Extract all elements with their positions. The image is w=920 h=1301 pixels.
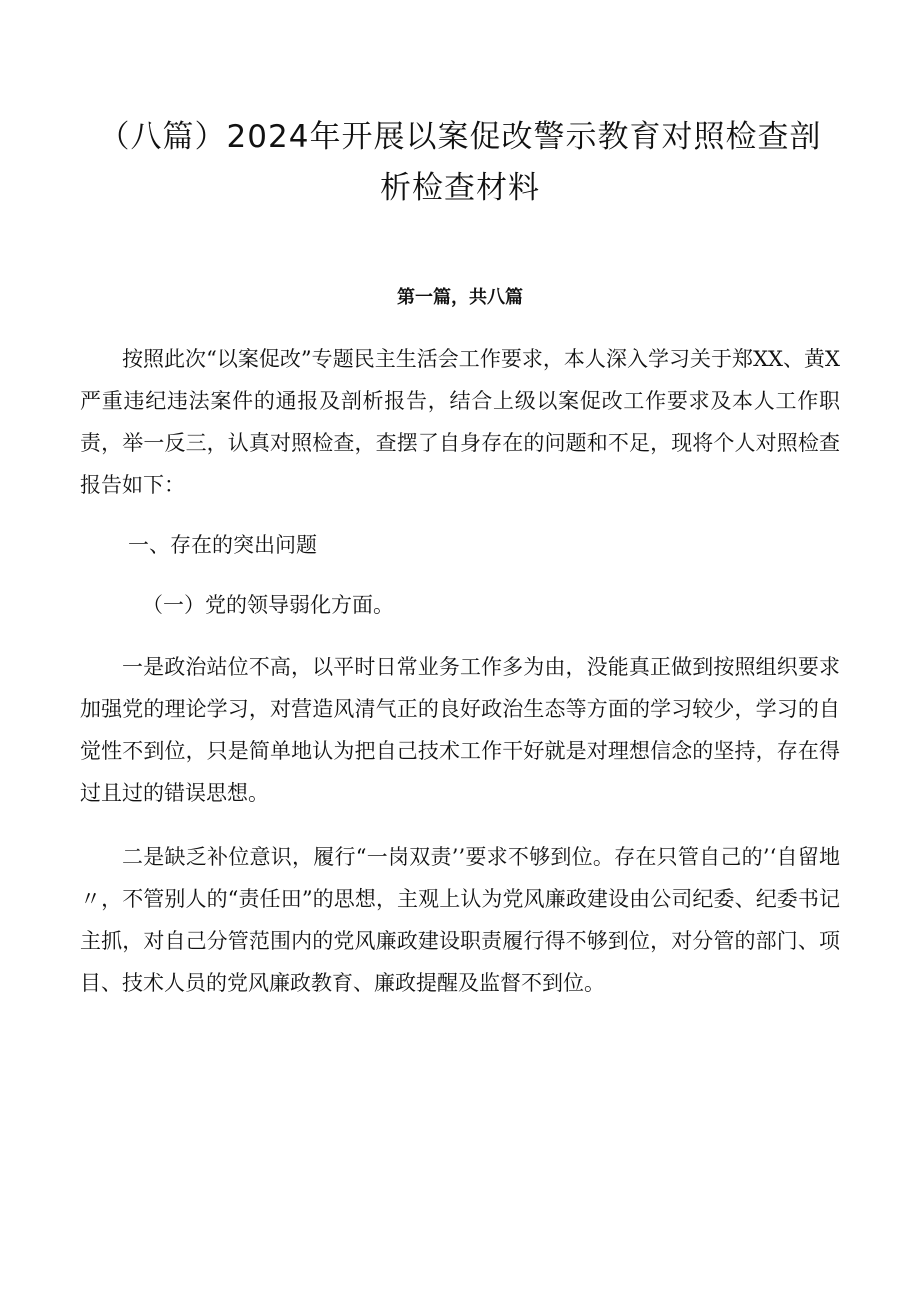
part-subheading: 第一篇，共八篇 [397, 287, 523, 308]
section-heading: 一、存在的突出问题 [128, 533, 317, 557]
subsection-heading: （一）党的领导弱化方面。 [142, 593, 394, 617]
document-title-line-2: 析检查材料 [380, 170, 540, 206]
point-two-paragraph: 二是缺乏补位意识，履行“一岗双责’’要求不够到位。存在只管自己的’‘自留地〃，不管别人的“责任田”的思想，主观上认为党风廉政建设由公司纪委、纪委书记主抓，对自己分管范围内的党风廉政建设职责履行得不够到位，对分管的部门、项目、技术人员的党风廉政教育、廉政提醒及监督不到位。 [80, 845, 840, 995]
intro-paragraph: 按照此次“以案促改”专题民主生活会工作要求，本人深入学习关于郑XX、黄X严重违纪违法案件的通报及剖析报告，结合上级以案促改工作要求及本人工作职责，举一反三，认真对照检查，查摆了自身存在的问题和不足，现将个人对照检查报告如下： [80, 347, 840, 497]
document-title-line-1: （八篇）2024年开展以案促改警示教育对照检查剖 [98, 119, 822, 155]
document-title [60, 112, 860, 214]
point-one-paragraph: 一是政治站位不高，以平时日常业务工作多为由，没能真正做到按照组织要求加强党的理论学习，对营造风清气正的良好政治生态等方面的学习较少，学习的自觉性不到位，只是简单地认为把自己技术工作干好就是对理想信念的坚持，存在得过且过的错误思想。 [80, 655, 840, 805]
